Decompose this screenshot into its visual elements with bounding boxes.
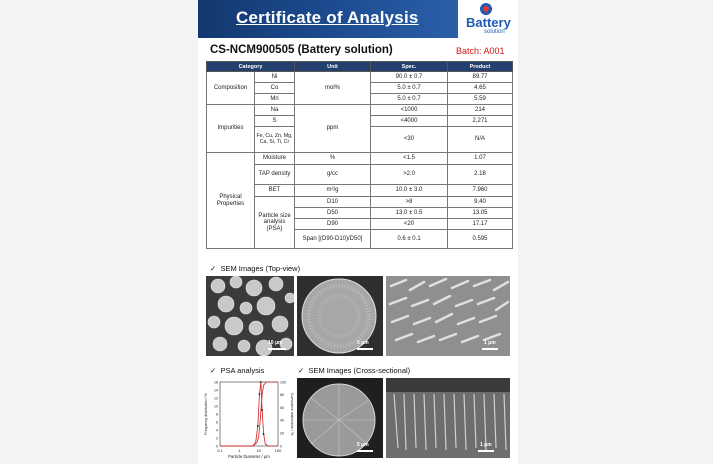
psa-heading (210, 366, 264, 375)
y-right-tick-label: 100 (280, 380, 286, 385)
category-impurities: Impurities (207, 105, 255, 153)
scale-label: 5 μm (357, 442, 369, 448)
product-cell: 7.960 (448, 185, 513, 197)
title-banner (198, 0, 458, 38)
y-right-tick-label: 60 (280, 405, 284, 410)
y-left-tick-label: 6 (216, 420, 218, 425)
spec-cell: <20 (371, 219, 448, 230)
y-right-axis-label: Cumulative distribution / % (290, 392, 294, 436)
table-header-row (207, 62, 513, 72)
x-tick-label: 1 (238, 448, 241, 453)
scale-bar (357, 450, 373, 452)
spec-cell: 5.0 ± 0.7 (371, 94, 448, 105)
header-unit: Unit (295, 62, 371, 72)
product-cell: 4.65 (448, 83, 513, 94)
psa-chart (202, 378, 294, 462)
y-left-axis-label: Frequency distribution / % (204, 393, 208, 435)
certificate-sheet (198, 0, 518, 464)
psa-label: Particle size analysis (PSA) (255, 197, 295, 249)
frequency-point (261, 409, 263, 411)
item-cell: BET (255, 185, 295, 197)
y-right-tick-label: 0 (280, 444, 282, 449)
unit-cell: D50 (295, 208, 371, 219)
unit-cell: g/cc (295, 165, 371, 185)
scale-bar (268, 348, 286, 350)
battery-solution-logo (462, 2, 516, 36)
product-cell: 9.40 (448, 197, 513, 208)
product-cell: 2.18 (448, 165, 513, 185)
spec-cell: 10.0 ± 3.0 (371, 185, 448, 197)
x-tick-label: 100 (274, 448, 282, 453)
y-right-tick-label: 20 (280, 431, 284, 436)
item-cell: Mn (255, 94, 295, 105)
spec-cell: <4000 (371, 116, 448, 127)
check-icon: ✓ (210, 264, 217, 273)
frequency-point (260, 381, 262, 383)
unit-cell: m²/g (295, 185, 371, 197)
scale-bar (357, 348, 373, 350)
spec-cell: >8 (371, 197, 448, 208)
y-left-tick-label: 4 (216, 428, 218, 433)
frequency-point (259, 393, 261, 395)
product-cell: 214 (448, 105, 513, 116)
product-cell: N/A (448, 127, 513, 153)
scale-bar (478, 450, 494, 452)
batch-number: Batch: A001 (456, 46, 505, 56)
certificate-title: Certificate of Analysis (236, 8, 419, 27)
sem-image-cross-detail (386, 378, 510, 458)
product-cell: 89.77 (448, 72, 513, 83)
item-cell: S (255, 116, 295, 127)
header-spec: Spec. (371, 62, 448, 72)
scale-label: 10 μm (268, 340, 283, 346)
unit-cell: ppm (295, 105, 371, 153)
y-left-tick-label: 2 (216, 436, 218, 441)
scale-bar (482, 348, 498, 350)
sem-top-label: SEM Images (Top-view) (220, 264, 301, 273)
scale-label: 1 μm (480, 442, 492, 448)
sem-image-surface (386, 276, 510, 356)
category-composition: Composition (207, 72, 255, 105)
sem-image-cross-particle (297, 378, 383, 458)
analysis-table (206, 61, 513, 249)
frequency-point (257, 425, 259, 427)
y-left-tick-label: 16 (214, 380, 218, 385)
spec-cell: >2.0 (371, 165, 448, 185)
item-cell: Ni (255, 72, 295, 83)
sem-cross-particle-graphic (297, 378, 383, 458)
spec-cell: 5.0 ± 0.7 (371, 83, 448, 94)
unit-cell: mol% (295, 72, 371, 105)
table-row (207, 153, 513, 165)
check-icon: ✓ (210, 366, 217, 375)
logo-word: Battery (466, 15, 511, 30)
spec-cell: <1000 (371, 105, 448, 116)
item-cell: Moisture (255, 153, 295, 165)
sem-image-spheres (206, 276, 294, 356)
y-left-tick-label: 10 (214, 404, 218, 409)
frequency-point (263, 433, 265, 435)
scale-label: 1 μm (484, 340, 496, 346)
product-cell: 1.07 (448, 153, 513, 165)
y-left-tick-label: 14 (214, 388, 218, 393)
y-left-tick-label: 8 (216, 412, 218, 417)
logo-subtitle: solution (484, 29, 505, 35)
y-right-tick-label: 80 (280, 393, 284, 398)
unit-cell: Span [(D90-D10)/D50] (295, 230, 371, 249)
product-title: CS-NCM900505 (Battery solution) (210, 44, 393, 56)
x-tick-label: 0.1 (217, 448, 223, 453)
item-cell: TAP density (255, 165, 295, 185)
y-left-tick-label: 12 (214, 396, 218, 401)
plot-area (220, 382, 278, 446)
table-row (207, 105, 513, 116)
sem-cross-label: SEM Images (Cross-sectional) (308, 366, 411, 375)
product-cell: 13.05 (448, 208, 513, 219)
product-cell: 5.59 (448, 94, 513, 105)
check-icon: ✓ (298, 366, 305, 375)
sem-cross-heading (298, 366, 410, 375)
item-cell: Fe, Cu, Zn, Mg, Ca, Si, Ti, Cr (255, 127, 295, 153)
unit-cell: D90 (295, 219, 371, 230)
spec-cell: <1.5 (371, 153, 448, 165)
spec-cell: 0.6 ± 0.1 (371, 230, 448, 249)
sem-image-single-particle (297, 276, 383, 356)
y-right-tick-label: 40 (280, 418, 284, 423)
spec-cell: <30 (371, 127, 448, 153)
table-row (207, 72, 513, 83)
item-cell: Co (255, 83, 295, 94)
unit-cell: % (295, 153, 371, 165)
category-physical: Physical Properties (207, 153, 255, 249)
product-cell: 0.595 (448, 230, 513, 249)
x-axis-label: Particle Diameter / μm (228, 454, 270, 459)
item-cell: Na (255, 105, 295, 116)
product-cell: 17.17 (448, 219, 513, 230)
y-left-tick-label: 0 (216, 444, 218, 449)
sem-particle-graphic (297, 276, 383, 356)
spec-cell: 90.0 ± 0.7 (371, 72, 448, 83)
scale-label: 5 μm (357, 340, 369, 346)
psa-label: PSA analysis (220, 366, 265, 375)
spec-cell: 13.0 ± 0.5 (371, 208, 448, 219)
header-product: Product (448, 62, 513, 72)
header-category: Category (207, 62, 295, 72)
x-tick-label: 10 (256, 448, 261, 453)
sem-top-heading (210, 264, 300, 273)
product-cell: 2,271 (448, 116, 513, 127)
unit-cell: D10 (295, 197, 371, 208)
